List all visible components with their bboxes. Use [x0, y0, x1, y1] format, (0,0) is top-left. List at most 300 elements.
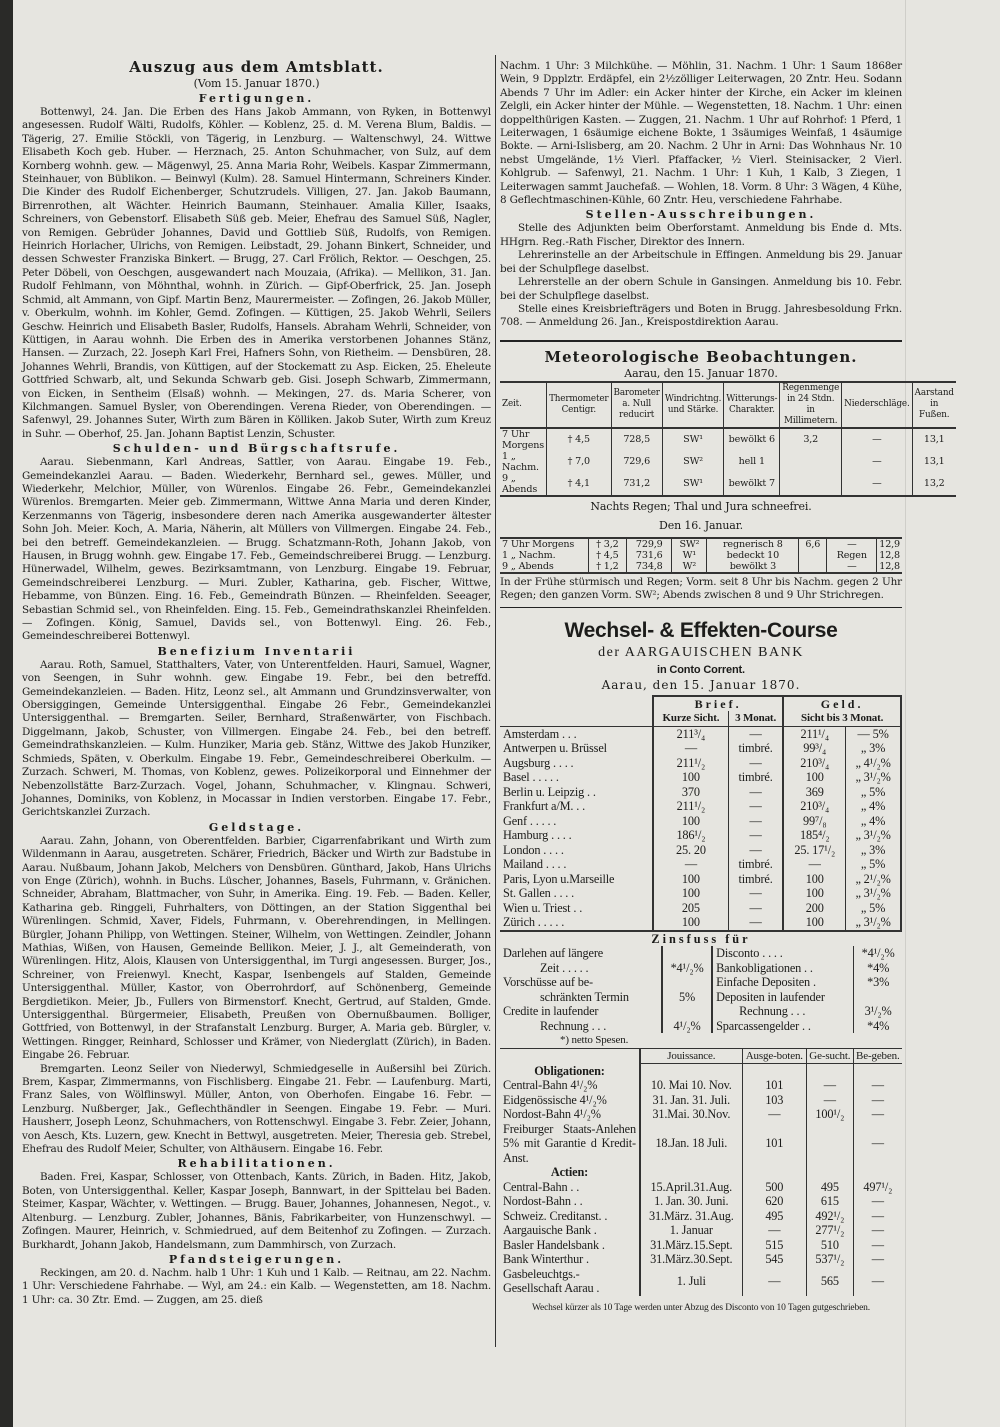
securities-row — [500, 1194, 902, 1209]
securities-cell: Nordost-Bahn . . — [503, 1194, 583, 1209]
exchange-row — [500, 843, 901, 858]
exchange-cell: Augsburg . . . . — [503, 755, 574, 770]
section-paragraph: Aarau. Siebenmann, Karl Andreas, Sattler, von Aarau. Eingabe 19. Feb., Gemeindekanzlei Aarau. — Baden. Wiederkehr, Bernhard sel., gewes. Müller, und Wiederkehr, Melchior, Müller, von Würenlos. Eingabe 26. Febr., Gemeindekanzlei Würenlos. Bremgarten. Meier geb. Zimmermann, Wittwe Anna Maria und deren Kinder, Kerzenmanns von Tägerig, insbesondere deren nach Amerika ausgewanderter ältester Sohn Joh. Meier. Koch, A. Maria, Näherin, alt Müllers von Villmergen. Eingabe 24. Feb., bei den betreff. Gemeindekanzleien. — Brugg. Schatzmann-Roth, Johann Jakob, von Hausen, in Brugg wohnh. gew. Eingabe 17. Feb., Gemeindschreiberei Brugg. — Lenzburg. Hünerwadel, Wilhelm, gewes. Bezirksamtmann, von Lenzburg. Eingabe 19. Februar, Gemeindschreiberei Lenzburg. — Muri. Zubler, Katharina, geb. Fischer, Wittwe, Hebamme, von Bünzen. Eing. 16. Feb., Gemeindrath Bünzen. — Rheinfelden. Seeager, Sebastian Schmid sel., von Rheinfelden. Eing. 15. Feb., Gemeindrathskanzlei Rheinfelden. — Zofingen. König, Samuel, Davids sel., von Bottenwyl. Eing. 26. Feb., Gemeindeschreiberei Bottenwyl. — [22, 456, 491, 643]
securities-cell: 495 — [807, 1180, 854, 1195]
exchange-cell: „ 4¹/₂% — [846, 756, 901, 771]
securities-cell: Freiburger Staats-Anlehen 5% mit Garantie d Kredit-Anst. — [503, 1121, 636, 1165]
exchange-cell: „ 2¹/₂% — [846, 872, 901, 887]
exchange-cell: „ 4% — [846, 799, 901, 814]
exchange-cell: 99⁷/₈ — [783, 814, 845, 829]
securities-cell: 18.Jan. 18 Juli. — [640, 1122, 742, 1166]
exchange-cell: „ 3¹/₂% — [846, 828, 901, 843]
meteo-cell: Regen — [827, 550, 877, 561]
monat-header: 3 Monat. — [728, 711, 783, 726]
meteo-header: Thermometer Centigr. — [547, 382, 611, 428]
securities-heading: Obligationen: — [534, 1063, 605, 1078]
meteo-cell: bewölkt 3 — [707, 561, 799, 573]
exchange-cell: Zürich . . . . . — [503, 915, 565, 930]
meteo-cell: 728,5 — [611, 428, 662, 451]
interest-label: Credite in laufender — [503, 1004, 599, 1019]
meteo-cell: bewölkt 6 — [724, 428, 780, 451]
securities-cell: 545 — [742, 1252, 806, 1267]
interest-label: Bankobligationen . . — [712, 961, 854, 976]
stellen-item: Stelle des Adjunkten beim Oberforstamt. Anmeldung bis Ende d. Mts. HHgrn. Reg.-Rath Fischer, Direktor des Innern. — [500, 222, 902, 248]
exchange-cell: 100 — [783, 915, 845, 930]
meteo-header: Regenmenge in 24 Stdn. in Millimetern. — [780, 382, 842, 428]
amtsblatt-sections — [22, 92, 491, 1307]
exchange-cell: — — [728, 901, 783, 916]
exchange-row — [500, 726, 901, 741]
exchange-cell: Hamburg . . . . — [503, 828, 572, 843]
page-edge — [905, 0, 906, 1427]
securities-cell: Gasbeleuchtgs.-Gesellschaft Aarau . — [503, 1266, 600, 1296]
meteo-note: Nachts Regen; Thal und Jura schneefrei. — [590, 499, 812, 513]
section-paragraph: Aarau. Roth, Samuel, Statthalters, Vater, von Unterentfelden. Hauri, Samuel, Wagner, von Seengen, in Suhr wohnh. gew. Eingabe 19. Febr., bei den betreffd. Gemeindekanzleien. — Baden. Hitz, Leonz sel., alt Ammann und Grundzinsverwalter, von Obersiggingen, Gemeinde Untersiggenthal. Eingabe 26 Febr., Gemeindekanzlei Untersiggenthal. — Bremgarten. Seiler, Bernhard, Straßenwärter, von Fischbach. Diggelmann, Jakob, Schuster, von Villmergen. Eingabe 24. Feb., bei den betreff. Gemeindrathskanzleien. — Kulm. Hunziker, Maria geb. Stänz, Wittwe des Jakob Hunziker, Schmieds, Späten, v. Oberkulm. Eingabe 19. Febr., Gemeindeschreiberei Oberkulm. — Zurzach. Schweri, M. Thomas, von Koblenz, gewes. Polizeikorporal und Einnehmer der Nebenzollstätte Barz-Zurzach. Vogel, Johann, Schuhmacher, v. Klingnau. Schweri, Johannes, Dominiks, von Koblenz, in Mocassar in Indien verstorben. Eingabe 17. Febr., Gerichtskanzlei Zurzach. — [22, 658, 491, 819]
securities-row — [500, 1078, 902, 1093]
securities-cell: 565 — [807, 1267, 854, 1296]
exchange-cell: Antwerpen u. Brüssel — [503, 741, 607, 756]
securities-cell — [640, 1064, 742, 1079]
securities-row — [500, 1180, 902, 1195]
meteo-cell: † 4,5 — [547, 428, 611, 451]
interest-row — [500, 961, 902, 976]
securities-cell: 537¹/₂ — [807, 1252, 854, 1267]
meteo-header: Zeit. — [500, 382, 547, 428]
section-rule — [500, 607, 902, 608]
securities-cell: — — [853, 1122, 902, 1166]
geld-header: Geld. — [783, 696, 901, 712]
exchange-cell: 186¹/₂ — [653, 828, 728, 843]
interest-label: Depositen in laufender — [712, 990, 854, 1005]
meteo-table-day1 — [500, 381, 956, 497]
interest-label: Vorschüsse auf be- — [503, 975, 593, 990]
meteo-date-2: Den 16. Januar. — [659, 518, 743, 532]
exchange-cell: Mailand . . . . — [503, 857, 567, 872]
exchange-cell: — — [728, 726, 783, 741]
securities-row — [500, 1093, 902, 1108]
exchange-row — [500, 901, 901, 916]
issue-date: (Vom 15. Januar 1870.) — [193, 77, 320, 90]
stellen-item: Lehrerinstelle an der Arbeitschule in Effingen. Anmeldung bis 29. Januar bei der Schulpflege daselbst. — [500, 249, 902, 275]
securities-cell: 10. Mai 10. Nov. — [640, 1078, 742, 1093]
exchange-cell: 25. 17¹/₂ — [783, 843, 845, 858]
securities-cell — [807, 1122, 854, 1166]
interest-label: Rechnung . . . — [712, 1004, 854, 1019]
securities-cell — [742, 1165, 806, 1180]
meteo-cell: bedeckt 10 — [707, 550, 799, 561]
meteo-cell: 731,2 — [611, 473, 662, 496]
interest-row — [500, 1004, 902, 1019]
exchange-cell: 205 — [653, 901, 728, 916]
exchange-cell: „ 3% — [846, 741, 901, 756]
interest-row — [500, 1019, 902, 1034]
securities-heading-row — [500, 1064, 902, 1079]
scan-edge — [0, 0, 13, 1427]
securities-cell: 495 — [742, 1209, 806, 1224]
meteo-cell — [780, 473, 842, 496]
meteo-cell: † 4,5 — [588, 550, 627, 561]
exchange-cell: 25. 20 — [653, 843, 728, 858]
meteo-cell — [780, 451, 842, 473]
meteo-row — [500, 538, 902, 550]
meteo-table-day2 — [500, 537, 902, 574]
exchange-cell: 200 — [783, 901, 845, 916]
securities-row — [500, 1238, 902, 1253]
exchange-cell: 100 — [653, 872, 728, 887]
meteo-cell: SW² — [672, 538, 707, 550]
securities-cell: 1. Jan. 30. Juni. — [640, 1194, 742, 1209]
securities-cell: Eidgenössische 4¹/₂% — [503, 1092, 607, 1107]
securities-header: Ausge-boten. — [742, 1049, 806, 1064]
meteo-row — [500, 451, 956, 473]
section-paragraph: Aarau. Zahn, Johann, von Oberentfelden. Barbier, Cigarrenfabrikant und Wirth zum Wildenmann in Aarau, ausgetreten. Schärer, Friedrich, Bäcker und Wirth zur Badstube in Aarau. Nußbaum, Johann Jakob, Melchers von Densbüren. Günthard, Jakob, Hans Ulrichs von Enge (Zürich), wohnh. in Buchs. Lüscher, Johannes, Basels, Fuhrmann, v. Gränichen. Schneider, Abraham, Blattmacher, von Suhr, in Amerika. Eing. 19. Feb. — Baden. Keller, Katharina geb. Ringgeli, Fuhrhalters, von Döttingen, an der Station Siggenthal bei Würenlingen. Schmid, Xaver, Fidels, Fuhrmann, v. Oberehrendingen, in Mellingen. Bürgler, Johann Philipp, von Wettingen. Steiner, Wilhelm, von Wettingen. Zeindler, Johann Mathias, Wißen, von Hausen, Gemeinde Bellikon. Meier, J. J., alt Gemeinderath, von Würenlingen. Hitz, Alois, Klausen von Untersiggenthal, im Turgi angesessen. Burger, Jos., Schreiner, von Freienwyl. Knecht, Kaspar, Isenbengels auf Stalden, Gemeinde Untersiggenthal. Müller, Kastor, von Oberrohrdorf, auf Schönenberg, Gemeinde Bergdietikon. Meier, Jb., Fullers von Birmenstorf. Knecht, Gertrud, auf Stalden, Gmde. Untersiggenthal. Bürgermeier, Elisabeth, Preußen von Obernußbaumen. Bolliger, Gottfried, von Bottenwyl, in der Strafanstalt Lenzburg. Burger, A. Maria geb. Bürgler, v. Wettingen. Ringger, Reinhard, Schlosser und Krämer, von Niederglatt (Zürich), in Baden. Eingabe 26. Februar. — [22, 834, 491, 1062]
exchange-cell: — — [728, 915, 783, 930]
exchange-cell: 211¹/₂ — [653, 799, 728, 814]
meteo-cell: W¹ — [672, 550, 707, 561]
bank-name: der AARGAUISCHEN BANK — [598, 644, 804, 660]
meteo-header: Witterungs-Charakter. — [724, 382, 780, 428]
exchange-cell: — — [653, 741, 728, 756]
exchange-cell: — — [728, 886, 783, 901]
stellen-list — [500, 222, 902, 329]
exchange-cell: 100 — [783, 886, 845, 901]
exchange-cell: 369 — [783, 785, 845, 800]
securities-cell: 101 — [742, 1122, 806, 1166]
interest-rate: *4% — [854, 1019, 902, 1034]
interest-rate — [662, 1004, 712, 1019]
securities-cell: 492¹/₂ — [807, 1209, 854, 1224]
meteo-header: Niederschläge. — [842, 382, 912, 428]
securities-cell — [807, 1064, 854, 1079]
exchange-cell: St. Gallen . . . . — [503, 886, 575, 901]
securities-cell: Aargauische Bank . — [503, 1223, 597, 1238]
left-column — [22, 58, 491, 1307]
interest-rate: *4% — [854, 961, 902, 976]
meteo-cell: — — [827, 538, 877, 550]
securities-cell: Central-Bahn . . — [503, 1179, 580, 1194]
sicht-header: Sicht bis 3 Monat. — [783, 711, 901, 726]
securities-cell: 277¹/₂ — [807, 1223, 854, 1238]
exchange-cell: 99³/₄ — [783, 741, 845, 756]
securities-cell: — — [853, 1078, 902, 1093]
section-paragraph: Baden. Frei, Kaspar, Schlosser, von Ottenbach, Kants. Zürich, in Baden. Hitz, Jakob, Boten, von Untersiggenthal. Keller, Kaspar Joseph, Bannwart, in der Spittelau bei Baden. Steimer, Kaspar, Wächter, v. Wettingen. — Brugg. Bauer, Johannes, Johannesen, Negot., v. Altenburg. — Lenzburg. Zubler, Johannes, Bänis, Fabrikarbeiter, von Hunzenschwyl. — Zofingen. Maurer, Heinrich, v. Schmiedrued, auf dem Beitenhof zu Zofingen. — Zurzach. Burkhardt, Johann Jakob, Handelsmann, zum Dammhirsch, von Zurzach. — [22, 1171, 491, 1251]
section-heading: Fertigungen. — [198, 92, 315, 105]
exchange-cell: timbré. — [728, 872, 783, 887]
interest-label: Zeit . . . . . — [540, 960, 589, 975]
securities-cell: — — [807, 1078, 854, 1093]
meteo-cell: 6,6 — [799, 538, 827, 550]
exchange-cell: timbré. — [728, 770, 783, 785]
securities-cell: 31.März.30.Sept. — [640, 1252, 742, 1267]
securities-cell: 615 — [807, 1194, 854, 1209]
exchange-cell: Basel . . . . . — [503, 770, 559, 785]
exchange-row — [500, 857, 901, 872]
securities-cell: Central-Bahn 4¹/₂% — [503, 1078, 598, 1093]
securities-cell: Schweiz. Creditanst. . — [503, 1208, 608, 1223]
exchange-cell: „ 3% — [846, 843, 901, 858]
exchange-cell: „ 3¹/₂% — [846, 886, 901, 901]
exchange-cell: Wien u. Triest . . — [503, 900, 583, 915]
securities-cell: 31.Mai. 30.Nov. — [640, 1107, 742, 1122]
exchange-cell: — — [728, 756, 783, 771]
meteo-cell: — — [842, 473, 912, 496]
meteo-cell: † 4,1 — [547, 473, 611, 496]
securities-cell: — — [742, 1223, 806, 1238]
exchange-cell: „ 5% — [846, 785, 901, 800]
exchange-cell: — — [728, 814, 783, 829]
section-heading: Geldstage. — [208, 820, 305, 834]
meteo-cell: 12,8 — [877, 550, 902, 561]
exchange-row — [500, 741, 901, 756]
securities-cell: — — [807, 1093, 854, 1108]
interest-rate: *4¹/₂% — [854, 946, 902, 961]
meteo-cell: 729,9 — [627, 538, 672, 550]
securities-cell: — — [742, 1107, 806, 1122]
section-heading: Rehabilitationen. — [177, 1157, 336, 1171]
exchange-cell: 211¹/₄ — [783, 726, 845, 741]
securities-row — [500, 1223, 902, 1238]
securities-cell — [853, 1165, 902, 1180]
interest-row — [500, 975, 902, 990]
right-column — [500, 60, 954, 1314]
exchange-cell: timbré. — [728, 741, 783, 756]
exchange-row — [500, 886, 901, 901]
meteo-cell: 13,1 — [912, 428, 956, 451]
interest-label: schränkten Termin — [540, 989, 629, 1004]
meteo-cell: 1 „ Nachm. — [502, 450, 539, 473]
securities-cell: — — [853, 1238, 902, 1253]
stellen-heading: Stellen-Ausschreibungen. — [585, 208, 817, 222]
meteo-cell: — — [842, 451, 912, 473]
meteo-cell — [799, 561, 827, 573]
course-title: Wechsel- & Effekten-Course — [564, 618, 838, 642]
exchange-cell: — — [783, 857, 845, 872]
securities-cell: — — [853, 1223, 902, 1238]
securities-cell: — — [742, 1267, 806, 1296]
exchange-table — [500, 695, 902, 930]
exchange-cell: 100 — [653, 886, 728, 901]
securities-header: Be-geben. — [853, 1049, 902, 1064]
meteo-note-2: In der Frühe stürmisch und Regen; Vorm. seit 8 Uhr bis Nachm. gegen 2 Uhr Regen; den ganzen Vorm. SW²; Abends zwischen 8 und 9 Uhr Strichregen. — [500, 575, 902, 602]
securities-cell: 15.April.31.Aug. — [640, 1180, 742, 1195]
securities-heading: Actien: — [550, 1165, 589, 1180]
securities-row — [500, 1252, 902, 1267]
securities-cell: 101 — [742, 1078, 806, 1093]
meteo-row — [500, 561, 902, 573]
interest-label: Disconto . . . . — [712, 946, 854, 961]
meteo-cell: hell 1 — [724, 451, 780, 473]
securities-header: Ge-sucht. — [807, 1049, 854, 1064]
securities-cell: 620 — [742, 1194, 806, 1209]
exchange-cell: „ 5% — [846, 857, 901, 872]
exchange-cell: „ 5% — [846, 901, 901, 916]
exchange-cell: Frankfurt a/M. . . — [503, 799, 585, 814]
interest-rate — [662, 946, 712, 961]
meteo-cell: 7 Uhr Morgens — [502, 428, 545, 451]
meteo-date: Aarau, den 15. Januar 1870. — [624, 366, 778, 380]
kurz-header: Kurze Sicht. — [653, 711, 728, 726]
exchange-cell: London . . . . — [503, 842, 564, 857]
securities-cell: 510 — [807, 1238, 854, 1253]
meteo-row — [500, 428, 956, 451]
brief-header: Brief. — [653, 696, 783, 712]
securities-cell: 500 — [742, 1180, 806, 1195]
footnote: Wechsel kürzer als 10 Tage werden unter Abzug des Disconto von 10 Tagen gutgeschrieben. — [531, 1302, 870, 1313]
column-divider — [495, 55, 496, 1347]
exchange-row — [500, 756, 901, 771]
section-heading: Benefizium Inventarii — [157, 644, 356, 658]
meteo-cell: SW¹ — [662, 473, 723, 496]
exchange-cell: — — [728, 785, 783, 800]
securities-cell — [807, 1165, 854, 1180]
exchange-cell: 211³/₄ — [653, 726, 728, 741]
meteo-cell: 12,8 — [877, 561, 902, 573]
securities-cell: 515 — [742, 1238, 806, 1253]
securities-cell — [640, 1165, 742, 1180]
meteo-header: Aarstand in Fußen. — [912, 382, 956, 428]
exchange-row — [500, 785, 901, 800]
securities-cell: — — [853, 1107, 902, 1122]
section-paragraph: Reckingen, am 20. d. Nachm. halb 1 Uhr: 1 Kuh und 1 Kalb. — Reitnau, am 22. Nachm. 1 Uhr: Verschiedene Fahrhabe. — Wyl, am 24.: ein Kalb. — Wegenstetten, am 18. Nachm. 1 Uhr: ca. 30 Ztr. Emd. — Zuggen, am 25. dieß — [22, 1266, 491, 1306]
meteo-cell: 729,6 — [611, 451, 662, 473]
meteo-cell: bewölkt 7 — [724, 473, 780, 496]
securities-row — [500, 1107, 902, 1122]
meteo-cell: regnerisch 8 — [707, 538, 799, 550]
section-rule — [500, 340, 902, 342]
meteo-cell: † 3,2 — [588, 538, 627, 550]
meteo-cell: 9 „ Abends — [502, 472, 538, 495]
exchange-row — [500, 814, 901, 829]
exchange-cell: — — [728, 843, 783, 858]
interest-row — [500, 990, 902, 1005]
securities-cell: 100¹/₂ — [807, 1107, 854, 1122]
securities-table — [500, 1049, 902, 1296]
interest-rate — [662, 975, 712, 990]
exchange-cell: Paris, Lyon u.Marseille — [503, 871, 615, 886]
section-paragraph: Bottenwyl, 24. Jan. Die Erben des Hans Jakob Ammann, von Ryken, in Bottenwyl angesessen. Rudolf Wälti, Rudolfs, Köhler. — Koblenz, 25. d. M. Verena Blum, Baldis. — Tägerig, 27. Emilie Stöckli, von Tägerig, in Lenzburg. — Waltenschwyl, 24. Wittwe Elisabeth Koch geb. Huber. — Herznach, 25. Anton Schuhmacher, von Sulz, auf dem Kornberg wohnh. gew. — Mägenwyl, 25. Anna Maria Rohr, Weibels. Kaspar Zimmermann, Steinhauer, von Büblikon. — Beinwyl (Kulm). 28. Samuel Hintermann, Schreiners Kinder. Die Kinder des Rudolf Eichenberger, Schutzrudels. Villigen, 27. Jan. Jakob Baumann, Birrenrothen, alt Wächter. Heinrich Baumann, Steinhauer. Amalia Killer, Isaaks, Schreiners, von Gebenstorf. Elisabeth Süß geb. Meier, Ehefrau des Samuel Süß, Nagler, von Remigen. Gebrüder Johannes, David und Gottlieb Süß, Rudolfs, von Remigen. Heinrich Horlacher, Ulrichs, von Remigen. Leibstadt, 29. Johann Binkert, Schneider, und dessen Schwester Franziska Binkert. — Brugg, 27. Carl Frölich, Rektor. — Oeschgen, 25. Peter Döbeli, von Oeschgen, ausgewandert nach Mouzaia, (Afrika). — Mellikon, 31. Jan. Rudolf Fehlmann, von Möhnthal, wohnh. in Zürich. — Gipf-Oberfrick, 25. Jan. Joseph Schmid, alt Ammann, von Gipf. Martin Benz, Maurermeister. — Zofingen, 26. Jakob Müller, v. Oberkulm, wohnh. im Kohler, Gemd. Zofingen. — Küttigen, 25. Jakob Wehrli, Seilers Geschw. Heinrich und Elisabeth Basler, Rudolfs, Hansels. Abraham Wehrli, Schneider, von Küttigen, in Aarau wohnh. Die Erben des in Amerika verstorbenen Johannes Stänz, Hansen. — Zurzach, 22. Joseph Karl Frei, Hafners Sohn, von Rietheim. — Densbüren, 28. Johannes Wehrli, Brandis, von Küttigen, auf der Stockematt zu Asp. Eicken, 25. Eheleute Gottfried Schwarb, alt, und Sekunda Schwarb geb. Gisi. Joseph Schwarb, Zimmermann, von Eicken, in Sentheim (Elsaß) wohnh. — Mekingen, 27. ds. Maria Scherer, von Kilchmangen. Samuel Bysler, von Oberendingen. Verena Rieder, von Oberendingen. — Safenwyl, 29. Johannes Suter, Wirth zum Bären in Kölliken. Jakob Suter, Wirth zum Kreuz in Suhr. — Oberhof, 25. Jan. Johann Baptist Lenzin, Schuster. — [22, 106, 491, 440]
exchange-row — [500, 828, 901, 843]
meteo-cell: 9 „ Abends — [502, 560, 554, 572]
continuation-text: Nachm. 1 Uhr: 3 Milchkühe. — Möhlin, 31. Nachm. 1 Uhr: 1 Saum 1868er Wein, 9 Dpplztr. Erdäpfel, ein 2½zölliger Leiterwagen, 20 Zntr. Heu. Sodann Abends 7 Uhr im Adler: ein Acker hinter der Kirche, ein Acker im kleinen Zelgli, ein Acker hinter der Mühle. — Wegenstetten, 18. Nachm. 1 Uhr: einen doppelthürigen Kasten. — Zuggen, 21. Nachm. 1 Uhr auf Rohrhof: 1 Pferd, 1 Leiterwagen, 1 6säumige eichene Bokte, 1 3säumiges Weinfaß, 1 4säumige Bokte. — Arni-Islisberg, am 20. Nachm. 2 Uhr in Arni: Das Wohnhaus Nr. 10 nebst Umgelände, 1½ Vierl. Pfaffacker, ½ Vierl. Steinisacker, 2 Vierl. Kohlgrub. — Safenwyl, 21. Nachm. 1 Uhr: 1 Kuh, 1 Kalb, 3 Ziegen, 1 Leiterwagen sammt Jauchefaß. — Wohlen, 18. Vorm. 8 Uhr: 3 Wägen, 4 Kühe, 8 Geflechtmaschinen-Kühle, 60 Zntr. Heu, verschiedene Fahrhabe. — [500, 60, 902, 207]
exchange-cell: „ 3¹/₂% — [846, 770, 901, 785]
meteo-cell: † 7,0 — [547, 451, 611, 473]
meteo-cell: SW¹ — [662, 428, 723, 451]
securities-cell: — — [853, 1209, 902, 1224]
exchange-cell: 100 — [653, 915, 728, 930]
exchange-cell: — — [653, 857, 728, 872]
exchange-cell: 211¹/₂ — [653, 756, 728, 771]
exchange-cell: 210³/₄ — [783, 756, 845, 771]
interest-rate: *3% — [854, 975, 902, 990]
interest-rate: 3¹/₂% — [854, 1004, 902, 1019]
exchange-cell: 100 — [783, 770, 845, 785]
meteo-title: Meteorologische Beobachtungen. — [544, 347, 858, 366]
securities-header: Jouissance. — [640, 1049, 742, 1064]
securities-row — [500, 1209, 902, 1224]
meteo-cell: 731,6 — [627, 550, 672, 561]
page-title: Auszug aus dem Amtsblatt. — [129, 58, 384, 76]
securities-row — [500, 1122, 902, 1166]
securities-cell: — — [853, 1194, 902, 1209]
securities-cell: 1. Juli — [640, 1267, 742, 1296]
interest-rate: 5% — [662, 990, 712, 1005]
meteo-cell — [799, 550, 827, 561]
securities-cell: Basler Handelsbank . — [503, 1237, 605, 1252]
exchange-cell: 100 — [653, 814, 728, 829]
interest-label: Einfache Depositen . — [712, 975, 854, 990]
meteo-row — [500, 473, 956, 496]
meteo-cell: W² — [672, 561, 707, 573]
meteo-cell: — — [827, 561, 877, 573]
meteo-row — [500, 550, 902, 561]
securities-cell: — — [853, 1267, 902, 1296]
interest-table — [500, 946, 902, 1033]
section-paragraph: Bremgarten. Leonz Seiler von Niederwyl, Schmiedgeselle in Außersihl bei Zürich. Brem, Kaspar, Zimmermanns, von Fischlisberg. Eingabe 21. Febr. — Laufenburg. Marti, Franz Sales, von Wölflinswyl. Müller, Anton, von Oberhofen. Eingabe 16. Febr. — Lenzburg. Nußberger, Jak., Geflechthändler in Seengen. Eingabe 19. Febr. — Muri. Hausherr, Joseph Leonz, Schuhmachers, von Rottenschwyl. Eingabe 3. Febr. Zeier, Johann, von Aesch, Kts. Luzern, gew. Knecht in Bettwyl, ausgetreten. Meier, Theresia geb. Strebel, Ehefrau des Rudolf Meier, Schulter, von Althäusern. Eingabe 16. Febr. — [22, 1062, 491, 1156]
exchange-cell: 100 — [783, 872, 845, 887]
exchange-cell: 185⁴/₂ — [783, 828, 845, 843]
section-heading: Schulden- und Bürgschaftsrufe. — [112, 442, 401, 456]
meteo-cell: SW² — [662, 451, 723, 473]
exchange-row — [500, 770, 901, 785]
meteo-cell: — — [842, 428, 912, 451]
exchange-cell: 100 — [653, 770, 728, 785]
securities-cell: 103 — [742, 1093, 806, 1108]
exchange-cell: — 5% — [846, 726, 901, 741]
interest-rate — [854, 990, 902, 1005]
course-date: Aarau, den 15. Januar 1870. — [601, 677, 801, 692]
interest-label: Rechnung . . . — [540, 1018, 607, 1033]
meteo-cell: † 1,2 — [588, 561, 627, 573]
meteo-cell: 7 Uhr Morgens — [502, 538, 575, 550]
meteo-header: Barometer a. Null reducirt — [611, 382, 662, 428]
meteo-cell: 734,8 — [627, 561, 672, 573]
meteo-cell: 12,9 — [877, 538, 902, 550]
securities-heading-row — [500, 1165, 902, 1180]
exchange-cell: „ 3¹/₂% — [846, 915, 901, 930]
securities-cell: 31.März. 31.Aug. — [640, 1209, 742, 1224]
securities-row — [500, 1267, 902, 1296]
securities-cell: 497¹/₂ — [853, 1180, 902, 1195]
interest-label: Sparcassengelder . . — [712, 1019, 854, 1034]
meteo-cell: 13,2 — [912, 473, 956, 496]
exchange-cell: — — [728, 799, 783, 814]
meteo-cell: 3,2 — [780, 428, 842, 451]
netto-note: *) netto Spesen. — [560, 1034, 629, 1047]
exchange-row — [500, 799, 901, 814]
securities-cell: 1. Januar — [640, 1223, 742, 1238]
exchange-cell: Genf . . . . . — [503, 813, 557, 828]
securities-cell — [742, 1064, 806, 1079]
interest-row — [500, 946, 902, 961]
exchange-cell: Berlin u. Leipzig . . — [503, 784, 596, 799]
meteo-header: Windrichtng. und Stärke. — [662, 382, 723, 428]
exchange-cell: — — [728, 828, 783, 843]
exchange-cell: Amsterdam . . . — [503, 726, 577, 741]
interest-rate: *4¹/₂% — [662, 961, 712, 976]
securities-cell: 31. Jan. 31. Juli. — [640, 1093, 742, 1108]
section-heading: Pfandsteigerungen. — [168, 1252, 345, 1266]
stellen-item: Lehrerstelle an der obern Schule in Gansingen. Anmeldung bis 10. Febr. bei der Schulpflege daselbst. — [500, 276, 902, 302]
zins-title: Zinsfuss für — [651, 931, 751, 946]
exchange-row — [500, 915, 901, 930]
exchange-cell: timbré. — [728, 857, 783, 872]
securities-cell: — — [853, 1252, 902, 1267]
securities-cell: 31.März.15.Sept. — [640, 1238, 742, 1253]
stellen-item: Stelle eines Kreisbriefträgers und Boten in Brugg. Jahresbesoldung Frkn. 708. — Anmeldung 26. Jan., Kreispostdirektion Aarau. — [500, 302, 902, 329]
meteo-cell: 13,1 — [912, 451, 956, 473]
interest-rate: 4¹/₂% — [662, 1019, 712, 1034]
securities-cell: Bank Winterthur . — [503, 1252, 589, 1267]
